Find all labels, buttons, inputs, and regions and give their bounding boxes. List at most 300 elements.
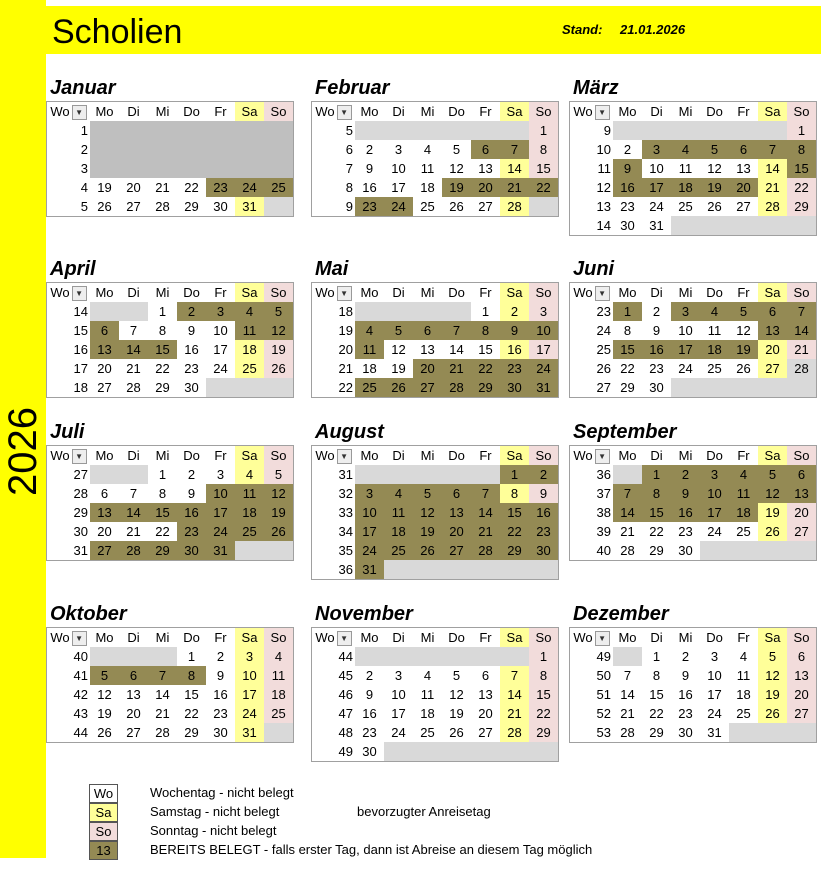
weekday-header: Do [700,102,729,122]
day-cell: 5 [442,666,471,685]
legend-box-sunday: So [89,822,118,841]
week-row [570,159,817,178]
day-cell: 22 [642,522,671,541]
weekday-header: Di [642,283,671,303]
week-column-header[interactable] [47,283,91,303]
day-cell: 22 [642,704,671,723]
week-number: 39 [570,522,614,541]
day-cell: 11 [235,484,264,503]
day-cell: 12 [264,321,294,340]
day-cell: 7 [500,666,529,685]
day-cell: 14 [148,685,177,704]
day-cell: 24 [529,359,559,378]
day-cell: 28 [500,723,529,742]
day-cell: 17 [206,503,235,522]
month-name: Dezember [573,603,669,625]
day-cell: 13 [90,503,119,522]
week-number: 45 [312,666,356,685]
month-name: August [315,421,384,443]
week-column-header[interactable] [570,628,614,648]
day-cell: 27 [119,723,148,743]
week-number: 17 [47,359,91,378]
day-cell: 1 [529,121,559,140]
day-cell: 31 [355,560,384,580]
day-cell: 17 [384,704,413,723]
week-number: 20 [312,340,356,359]
day-cell: 7 [787,302,817,321]
day-cell: 6 [442,484,471,503]
weekday-header: Fr [206,446,235,466]
weekday-header: Do [442,283,471,303]
day-cell: 15 [787,159,817,178]
day-cell: 16 [355,178,384,197]
day-cell: 30 [206,723,235,743]
day-cell: 9 [355,159,384,178]
week-column-header[interactable] [47,628,91,648]
week-number: 8 [312,178,356,197]
week-number: 18 [312,302,356,321]
page-title: Scholien [52,13,183,51]
filter-dropdown-icon[interactable]: ▼ [337,105,352,120]
day-cell: 5 [413,484,442,503]
empty-cell [264,378,294,398]
day-cell: 13 [787,666,817,685]
empty-cell [90,121,119,140]
empty-cell [787,378,817,398]
week-row [570,503,817,522]
filter-dropdown-icon[interactable]: ▼ [337,449,352,464]
week-row [47,704,294,723]
weekday-header: So [787,446,817,466]
filter-dropdown-icon[interactable]: ▼ [595,449,610,464]
week-number: 31 [312,465,356,484]
filter-dropdown-icon[interactable]: ▼ [337,631,352,646]
day-cell: 14 [119,340,148,359]
day-cell: 30 [177,541,206,561]
day-cell: 12 [413,503,442,522]
day-cell: 2 [355,140,384,159]
day-cell: 28 [500,197,529,217]
empty-cell [529,560,559,580]
empty-cell [671,121,700,140]
week-row [47,121,294,140]
week-column-header[interactable] [312,628,356,648]
day-cell: 23 [671,704,700,723]
empty-cell [758,121,787,140]
empty-cell [384,560,413,580]
filter-dropdown-icon[interactable]: ▼ [337,286,352,301]
weekday-header: So [264,102,294,122]
day-cell: 17 [671,340,700,359]
day-cell: 3 [355,484,384,503]
week-number: 5 [312,121,356,140]
week-row [312,666,559,685]
day-cell: 14 [787,321,817,340]
day-cell: 8 [787,140,817,159]
day-cell: 4 [413,666,442,685]
day-cell: 8 [148,321,177,340]
empty-cell [700,378,729,398]
day-cell: 20 [413,359,442,378]
week-row [312,685,559,704]
day-cell: 16 [613,178,642,197]
day-cell: 7 [758,140,787,159]
week-row [312,159,559,178]
weekday-header: Di [119,283,148,303]
week-header-label: Wo [50,104,70,119]
week-row [47,359,294,378]
empty-cell [264,140,294,159]
weekday-header: So [529,283,559,303]
day-cell: 6 [90,484,119,503]
week-number: 11 [570,159,614,178]
week-header-label: Wo [573,104,593,119]
month-name: November [315,603,413,625]
month-name: Juni [573,258,615,280]
weekday-header: Di [642,102,671,122]
month-grid [311,282,559,398]
day-cell: 10 [700,666,729,685]
day-cell: 15 [500,503,529,522]
day-cell: 5 [442,140,471,159]
week-column-header[interactable] [570,283,614,303]
week-column-header[interactable] [47,102,91,122]
day-cell: 15 [529,685,559,704]
day-cell: 18 [729,503,758,522]
week-number: 1 [47,121,91,140]
day-cell: 23 [500,359,529,378]
filter-dropdown-icon[interactable]: ▼ [595,631,610,646]
day-cell: 2 [177,465,206,484]
empty-cell [671,216,700,236]
empty-cell [613,465,642,484]
week-row [312,522,559,541]
empty-cell [119,302,148,321]
day-cell: 9 [671,484,700,503]
day-cell: 29 [642,541,671,561]
day-cell: 28 [119,541,148,561]
day-cell: 6 [729,140,758,159]
empty-cell [500,647,529,666]
week-number: 43 [47,704,91,723]
week-row [312,560,559,580]
weekday-header: Sa [500,446,529,466]
week-row [570,197,817,216]
empty-cell [413,465,442,484]
day-cell: 14 [442,340,471,359]
empty-cell [729,378,758,398]
weekday-header: Mo [613,628,642,648]
week-row [47,522,294,541]
weekday-header: Fr [729,102,758,122]
week-row [570,541,817,561]
day-cell: 27 [90,541,119,561]
week-number: 6 [312,140,356,159]
day-cell: 1 [500,465,529,484]
day-cell: 20 [787,503,817,522]
day-cell: 19 [413,522,442,541]
weekday-header: So [787,102,817,122]
weekday-header-row [312,102,559,122]
day-cell: 30 [529,541,559,560]
weekday-header-row [47,283,294,303]
week-row [47,378,294,398]
day-cell: 7 [471,484,500,503]
empty-cell [90,465,119,484]
day-cell: 7 [442,321,471,340]
week-number: 4 [47,178,91,197]
week-row [312,465,559,484]
weekday-header: Di [642,628,671,648]
weekday-header: Di [119,102,148,122]
weekday-header: Mi [413,102,442,122]
day-cell: 14 [613,685,642,704]
month-name: Februar [315,77,390,99]
day-cell: 24 [235,704,264,723]
weekday-header-row [570,283,817,303]
day-cell: 16 [500,340,529,359]
day-cell: 25 [235,522,264,541]
weekday-header: Fr [471,628,500,648]
day-cell: 8 [529,666,559,685]
empty-cell [442,560,471,580]
week-number: 34 [312,522,356,541]
empty-cell [119,647,148,666]
day-cell: 15 [642,685,671,704]
day-cell: 29 [529,723,559,742]
month-name: März [573,77,619,99]
week-column-header[interactable] [570,102,614,122]
week-column-header[interactable] [312,446,356,466]
weekday-header: Sa [235,283,264,303]
filter-dropdown-icon[interactable]: ▼ [72,631,87,646]
weekday-header: So [264,446,294,466]
filter-dropdown-icon[interactable]: ▼ [595,286,610,301]
day-cell: 11 [671,159,700,178]
weekday-header: Sa [500,628,529,648]
weekday-header: Mi [148,102,177,122]
empty-cell [700,541,729,561]
day-cell: 7 [613,484,642,503]
day-cell: 21 [758,178,787,197]
day-cell: 12 [384,340,413,359]
day-cell: 29 [471,378,500,398]
day-cell: 7 [613,666,642,685]
empty-cell [177,159,206,178]
day-cell: 23 [355,197,384,217]
week-header-label: Wo [573,285,593,300]
day-cell: 12 [758,666,787,685]
day-cell: 18 [235,503,264,522]
day-cell: 22 [529,704,559,723]
day-cell: 3 [206,302,235,321]
empty-cell [90,302,119,321]
day-cell: 12 [264,484,294,503]
filter-dropdown-icon[interactable]: ▼ [72,105,87,120]
week-row [47,685,294,704]
week-header-label: Wo [50,630,70,645]
day-cell: 17 [206,340,235,359]
legend-note-saturday: bevorzugter Anreisetag [357,804,491,819]
day-cell: 20 [119,704,148,723]
weekday-header: Mo [613,446,642,466]
month-name: April [50,258,96,280]
weekday-header: Sa [235,628,264,648]
day-cell: 28 [148,723,177,743]
day-cell: 9 [177,484,206,503]
empty-cell [355,647,384,666]
week-row [312,140,559,159]
empty-cell [500,742,529,762]
empty-cell [264,723,294,743]
weekday-header: Fr [206,283,235,303]
day-cell: 26 [264,359,294,378]
week-row [47,140,294,159]
day-cell: 16 [355,704,384,723]
week-row [312,647,559,666]
day-cell: 30 [355,742,384,762]
day-cell: 13 [119,685,148,704]
empty-cell [206,121,235,140]
week-row [312,704,559,723]
day-cell: 18 [413,178,442,197]
week-row [47,484,294,503]
empty-cell [471,742,500,762]
day-cell: 21 [119,522,148,541]
day-cell: 16 [671,503,700,522]
day-cell: 27 [119,197,148,217]
weekday-header: Sa [500,283,529,303]
filter-dropdown-icon[interactable]: ▼ [72,449,87,464]
day-cell: 2 [355,666,384,685]
week-number: 53 [570,723,614,743]
week-row [570,522,817,541]
month-grid [46,101,294,217]
day-cell: 19 [729,340,758,359]
month-name: Juli [50,421,85,443]
weekday-header: So [264,628,294,648]
week-number: 14 [570,216,614,236]
day-cell: 24 [384,197,413,217]
empty-cell [700,121,729,140]
day-cell: 26 [442,723,471,742]
day-cell: 8 [642,666,671,685]
day-cell: 21 [119,359,148,378]
day-cell: 10 [206,321,235,340]
day-cell: 8 [471,321,500,340]
empty-cell [613,121,642,140]
day-cell: 1 [148,302,177,321]
day-cell: 6 [787,465,817,484]
empty-cell [148,140,177,159]
month-name: Oktober [50,603,127,625]
empty-cell [413,121,442,140]
day-cell: 6 [787,647,817,666]
week-row [570,178,817,197]
week-row [570,685,817,704]
day-cell: 25 [264,704,294,723]
day-cell: 14 [500,685,529,704]
weekday-header: Do [177,283,206,303]
day-cell: 2 [206,647,235,666]
empty-cell [206,378,235,398]
month-name: September [573,421,677,443]
day-cell: 18 [413,704,442,723]
week-row [312,197,559,217]
day-cell: 21 [787,340,817,359]
day-cell: 20 [758,340,787,359]
day-cell: 4 [264,647,294,666]
week-row [570,723,817,743]
week-number: 51 [570,685,614,704]
day-cell: 2 [613,140,642,159]
week-row [47,178,294,197]
day-cell: 13 [413,340,442,359]
empty-cell [442,742,471,762]
weekday-header: Do [177,446,206,466]
day-cell: 31 [700,723,729,743]
day-cell: 24 [700,522,729,541]
week-row [570,121,817,140]
empty-cell [206,159,235,178]
weekday-header: Sa [235,102,264,122]
day-cell: 5 [758,647,787,666]
filter-dropdown-icon[interactable]: ▼ [72,286,87,301]
day-cell: 30 [671,541,700,561]
day-cell: 19 [442,178,471,197]
day-cell: 25 [264,178,294,197]
week-number: 42 [47,685,91,704]
day-cell: 20 [119,178,148,197]
weekday-header: Fr [206,102,235,122]
week-column-header[interactable] [312,283,356,303]
day-cell: 2 [529,465,559,484]
day-cell: 5 [384,321,413,340]
day-cell: 6 [471,140,500,159]
day-cell: 26 [90,723,119,743]
week-number: 38 [570,503,614,522]
week-header-label: Wo [50,448,70,463]
day-cell: 21 [148,178,177,197]
day-cell: 29 [177,197,206,217]
empty-cell [235,541,264,561]
weekday-header: Mo [355,446,384,466]
day-cell: 3 [671,302,700,321]
day-cell: 1 [642,465,671,484]
day-cell: 22 [148,359,177,378]
day-cell: 19 [758,685,787,704]
week-column-header[interactable] [312,102,356,122]
week-row [47,647,294,666]
day-cell: 14 [613,503,642,522]
week-column-header[interactable] [570,446,614,466]
day-cell: 9 [500,321,529,340]
weekday-header: So [529,628,559,648]
week-column-header[interactable] [47,446,91,466]
empty-cell [700,216,729,236]
filter-dropdown-icon[interactable]: ▼ [595,105,610,120]
day-cell: 9 [613,159,642,178]
weekday-header: Di [642,446,671,466]
week-row [570,340,817,359]
day-cell: 15 [613,340,642,359]
month-grid [311,627,559,762]
day-cell: 23 [206,178,235,197]
day-cell: 28 [613,541,642,561]
empty-cell [758,378,787,398]
week-number: 30 [47,522,91,541]
week-row [312,484,559,503]
